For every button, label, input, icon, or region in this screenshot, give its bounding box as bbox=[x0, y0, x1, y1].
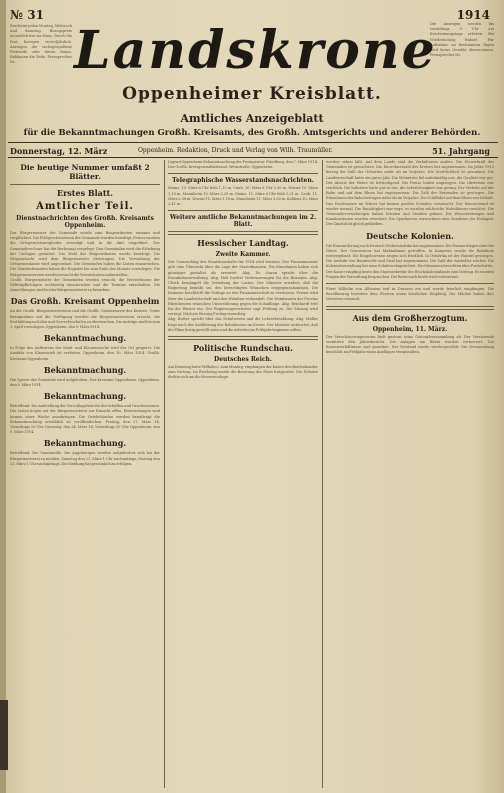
article-text: Der Bürgermeister der Gemeinde wurde zum Beigeordneten ernannt und verpflichtet. Die Feldgeschworenen der Gemeinde wurden bestätigt. Ferner wurden die Ortsgerichtsmitglieder vereidigt und in ihr Amt eingeführt. Der Gemeinderechner hat die Rechnung vorgelegt. Den Gemeinden wird die Erhebung der Umlagen gestattet. Die Wahl des Beigeordneten wurde bestätigt. Die Wegeaufsicht wird dem Bürgermeister übertragen. Die Verwaltung der Ortsarmenkasse wird angeordnet. Die Gemeinden haben die Listen einzureichen. Die Standesbeamten haben die Register bis zum Ende des Monats vorzulegen. Die Bürgermeistereien werden ersucht die Verzeichnisse aufzustellen. bbox=[10, 231, 160, 277]
notice: Weitere amtliche Bekanntmachungen im 2. Blatt. bbox=[169, 214, 317, 229]
masthead-logo: Landskrone bbox=[74, 20, 437, 81]
article-text: Der Kaiser empfing heute den Staatssekretär des Reichskolonialamts zum Vortrag. Es wurden Fragen der Verwaltung besprochen. Die Reise nach Korfu wird vorbereitet. bbox=[326, 269, 494, 279]
article-text: Der Verschönerungsverein hielt gestern seine Generalversammlung ab. Der Vorsitzende erstattete den Jahresbericht. Die Anlagen am Rhein wurden verbessert. Die Kassenverhältnisse sind geordnet. Der Vorstand wurde wiedergewählt. Die Versammlung beschloß, im Frühjahr einen Ausflug zu veranstalten. bbox=[326, 334, 494, 355]
volume-year: 51. Jahrgang bbox=[432, 146, 490, 156]
rule-top bbox=[8, 142, 498, 143]
double-divider bbox=[326, 306, 494, 310]
column-3 bbox=[326, 160, 494, 788]
article-text: Am Dienstag hatte Wilhelm I. zum Montag, empfangen der Kaiser den Reichskanzler zum Vortrag. Im Reichstag wurde die Beratung des Etats fortgesetzt. Die Debatte drehte sich um die Heeresvorlage. bbox=[168, 365, 318, 380]
article-text: Großh. Bürgermeister der Gemeinden werden ersucht, die Verzeichnisse der Militärpflichtigen rechtzeitig einzureichen und die Termine einzuhalten. Die Anmeldungen sind bei der Bürgermeisterei zu bewirken. bbox=[10, 277, 160, 293]
divider bbox=[326, 283, 494, 284]
article-text: Abg. Rotter spricht über das Schulwesen und die Lehrerbesoldung. Abg. Müller fragt nach der Ausführung der Bahnbauten im Kreise. Der Minister antwortet, daß die Pläne fertig gestellt seien und die Arbeiten im Frühjahr beginnen sollen. bbox=[168, 317, 318, 332]
masthead-subtitle: Oppenheimer Kreisblatt. bbox=[122, 84, 382, 104]
section-heading: Amtlicher Teil. bbox=[36, 201, 134, 212]
column-1 bbox=[10, 160, 160, 788]
imprint: Oppenheim. Redaktion, Druck und Verlag von Wilh. Traumüller. bbox=[138, 147, 333, 154]
article-heading: Bekanntmachung. bbox=[43, 364, 127, 375]
article-heading: Aus dem Großherzogtum. bbox=[352, 312, 468, 323]
article-text: Betreffend: Die Aufstellung der Vorschlagsliste für die Schöffen und Geschworenen. Die Listen liegen auf der Bürgermeisterei zur Einsicht offen. Einwendungen sind binnen einer Woche anzubringen. Die Ortsbehörden werden beauftragt die Bekanntmachung ortsüblich zu veröffentlichen. Freitag, den 27. März 14, Vormittags 10 Uhr. Dienstag, den 24. März 14, Vormittags 10 Uhr. Oppenheim, den 9. März 1914. bbox=[10, 404, 160, 435]
article-text: Die Einwanderung nach Deutsch-Südwestafrika hat zugenommen. Die Farmer klagen über die Dürre. Der Gouverneur hat Maßnahmen getroffen. In Kamerun wurde die Bahnlinie weitergebaut. Die Eingeborenen zeigen sich friedlich. In Ostafrika ist der Handel gestiegen. Die Ausfuhr von Baumwolle und Sisal hat zugenommen. Die Zahl der Ansiedler wächst. Die Kolonialverwaltung hat neue Schulen eingerichtet. Die Missionen berichten über Fortschritte. bbox=[326, 243, 494, 269]
article-subheading: Deutsches Reich. bbox=[213, 356, 273, 364]
article-text: In Folge des Auftretens der Maul- und Klauenseuche wird der Ort gesperrt. Die Ausfuhr von Klauenvieh ist verboten. Oppenheim, den 10. März 1914. Großh. Kreisamt Oppenheim. bbox=[10, 346, 160, 361]
article-text: Der Voranschlag des Staatshaushalts für 1914 wird beraten. Der Finanzminister gibt eine Übersicht über die Lage der Staatsfinanzen. Die Einnahmen haben sich günstiger gestaltet als erwartet. Abg. Dr. Osann spricht über die Eisenbahnverwaltung. Abg. Heil fordert Verbesserungen für die Beamten. Abg. Ulrich bemängelt die Verteilung der Lasten. Der Minister erwidert, daß die Regierung bemüht sei, den berechtigten Wünschen entgegenzukommen. Die Kammer beschließt die Vorlage an den Finanzausschuß zu verweisen. Ferner wird über die Landwirtschaft und den Weinbau verhandelt. Die Weinbauern der Provinz Rheinhessen wünschen Unterstützung gegen die Schädlinge. Abg. Reinhardt tritt für die Winzer ein. Der Regierungsvertreter sagt Prüfung zu. Die Sitzung wird vertagt. Nächste Sitzung Freitag vormittag. bbox=[168, 260, 318, 317]
article-text: werden sehen läßt. Auf dem Lande sind die Verhältnisse anders. Die Steuerkraft der Gemeinden ist gewachsen. Die Einwohnerzahl des Kreises hat zugenommen. Im Jahre 1913 betrug die Zahl der Geburten mehr als im Vorjahre. Die Sterblichkeit ist gesunken. Die Landwirtschaft hatte ein gutes Jahr. Die Weinernte fiel mittelmäßig aus, die Qualität war gut. Der Absatz der Weine ist befriedigend. Die Preise haben angezogen. Die Obsternte war reichlich. Die Industrie hatte gut zu tun, die Arbeitslosigkeit war gering. Der Verkehr auf der Bahn und auf dem Rhein hat zugenommen. Die Zahl der Reisenden ist gestiegen. Die Einnahmen der Bahn betrugen mehr als im Vorjahre. Die Schiffahrt auf dem Rhein war lebhaft. Das Hochwasser im Winter hat keinen großen Schaden verursacht. Der Wasserstand ist wieder normal. Die Bautätigkeit war rege, es wurden zahlreiche Wohnhäuser errichtet. Die Gemeindeverwaltungen haben Schulen und Straßen gebaut. Die Wasserleitungen und Kanalisationen wurden erweitert. Die Sparkassen verzeichnen eine Zunahme der Einlagen. Der Zinsfuß ist gleich geblieben. bbox=[326, 160, 494, 227]
page-edge bbox=[0, 0, 6, 793]
column-2 bbox=[168, 160, 318, 788]
article-text: An die Großh. Bürgermeistereien und die Großh. Gendarmerie des Kreises. Unter Bezugnahme auf die Verfügung werden die Bürgermeistereien ersucht, die Fortbildungsschulen und Gewerbeschulen zu überwachen. Die Anträge sind bis zum 1. April vorzulegen. Oppenheim, den 9. März 1914. bbox=[10, 309, 160, 330]
article-heading: Bekanntmachung. bbox=[43, 438, 127, 449]
article-heading: Hessischer Landtag. bbox=[197, 238, 289, 249]
double-divider bbox=[168, 231, 318, 235]
divider bbox=[168, 210, 318, 211]
article-heading: Das Großh. Kreisamt Oppenheim bbox=[10, 296, 160, 307]
column-divider bbox=[322, 160, 323, 788]
binding-tab bbox=[0, 700, 8, 770]
article-text: Jugend Oppenheim Bekanntmachung der Postagentur. Friedberg, den 7. März 1914. Der Großh. Kreisgesundheitsamt. Weinstraße. Oppenheim. bbox=[168, 160, 318, 170]
article-heading: Telegraphische Wasserstandsnachrichten. bbox=[172, 177, 314, 185]
authorities-line: für die Bekanntmachungen Großh. Kreisamts, des Großh. Amtsgerichts und anderer Behörden. bbox=[23, 128, 481, 138]
divider bbox=[168, 173, 318, 174]
article-text: Fürst Wilhelm von Albanien traf in Durazzo ein und wurde feierlich empfangen. Die Bevölkerung bereitete dem Fürsten einen herzlichen Empfang. Die Mächte haben ihre Vertreter entsandt. bbox=[326, 287, 494, 302]
divider bbox=[10, 184, 160, 185]
article-text: Die Sperre der Gemeinde wird aufgehoben. Das Kreisamt Oppenheim. Oppenheim, den 9. März 1914. bbox=[10, 377, 160, 388]
official-gazette-line: Amtliches Anzeigeblatt bbox=[180, 112, 324, 125]
article-dateline: Oppenheim, 11. März. bbox=[372, 325, 448, 333]
ear-left: Erscheint jeden Montag, Mittwoch und Samstag. Bezugspreis monatlich frei ins Haus. Durch die Post bezogen vierteljährlich. Anzeigen die sechsgespaltene Petitzeile oder deren Raum. Reklamen die Zeile. Fernsprecher Nr. bbox=[10, 24, 72, 65]
article-subheading: Zweite Kammer. bbox=[215, 251, 271, 259]
article-heading: Deutsche Kolonien. bbox=[366, 230, 454, 241]
article-text: Betreffend: Die Stammrolle. Die Angehörigen werden aufgefordert sich bei der Bürgermeisterei zu melden. Samstag den 21. März 1 Uhr nachmittags, Montag den 23. März 1 Uhr nachmittags. Die Meldung hat persönlich zu erfolgen. bbox=[10, 451, 160, 466]
sheet-heading: Erstes Blatt. bbox=[56, 188, 114, 198]
issue-note: Die heutige Nummer umfaßt 2 Blätter. bbox=[20, 163, 150, 181]
article-heading: Bekanntmachung. bbox=[43, 333, 127, 344]
article-heading: Bekanntmachung. bbox=[43, 391, 127, 402]
article-heading: Dienstnachrichten des Großh. Kreisamts Oppenheim. bbox=[16, 215, 154, 229]
double-divider bbox=[168, 336, 318, 340]
article-heading: Politische Rundschau. bbox=[193, 343, 293, 354]
table-text: Mainz, 10. März 6 Uhr früh 1,15 m. Caub, 10. März 6 Uhr 2,30 m. Worms 10. März 1,10 m. Mannheim 10. März 3,25 m. Mainz, 11. März 6 Uhr früh 1,21 m. Caub, 11. März 2,38 m. Worms 11. März 1,18 m. Mannheim 11. März 3,30 m. Koblenz 10. März 2,41 m. bbox=[168, 186, 318, 207]
issue-number: № 31 bbox=[10, 8, 44, 22]
ear-right: Die Anzeigen werden bis vormittags 9 Uhr am Erscheinungstage erbeten. Bei Wiederholung Rabatt. Für Aufnahme an bestimmten Tagen wird keine Gewähr übernommen. Fernsprecher Nr. bbox=[430, 22, 494, 58]
issue-year: 1914 bbox=[456, 8, 490, 22]
column-divider bbox=[164, 160, 165, 788]
rule-bottom bbox=[8, 157, 498, 158]
issue-date: Donnerstag, 12. März bbox=[10, 146, 108, 156]
